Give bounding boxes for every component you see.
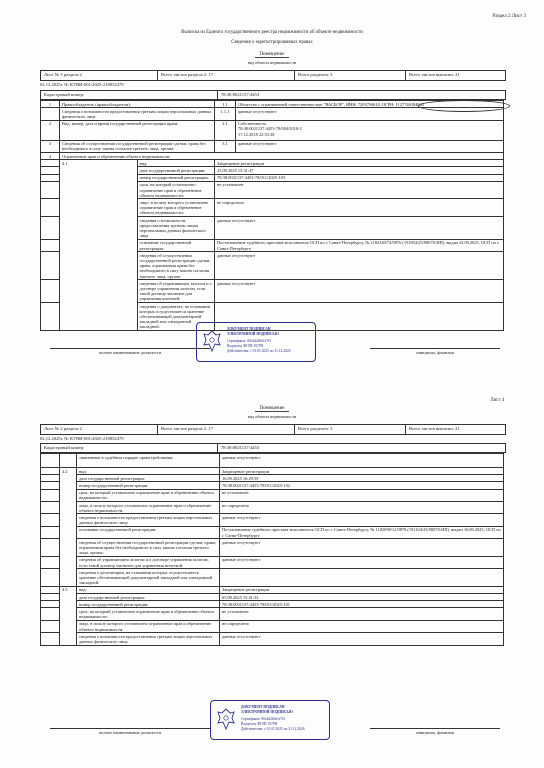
table-row: сведения о возможности предоставления третьим лицам персональных данных физического лица данные отсутствуют bbox=[41, 514, 504, 526]
table-row: сведения о документах, на основании которых осуществляется хранение обеспечивающей документарной закладной или электронной закладной: bbox=[41, 303, 504, 331]
initials-caption: инициалы, фамилия bbox=[370, 348, 500, 355]
table-row: номер государственной регистрации: 78:38:0021137:4453-78/011/2025-101 bbox=[41, 601, 504, 608]
page1-corner-label: Раздел 2 Лист 3 bbox=[492, 14, 526, 19]
table-row: сведения об управляющем залогом и о договоре управления залогом, если такой договор заключен для управления ипотекой: данные отсутствуют bbox=[41, 556, 504, 568]
electronic-signature-stamp-2: ДОКУМЕНТ ПОДПИСАН ЭЛЕКТРОННОЙ ПОДПИСЬЮ Сертификат: 00c4d2b9a1e7f3 Владелец: ФГИС ЕГРН Действителен: с 01.01.2025 по 31.12.2026 bbox=[210, 700, 330, 740]
table-row: 4.2 вид: Запрещение регистрации bbox=[41, 468, 504, 475]
table-row: сведения об осуществлении государственной регистрации сделки, права, ограничения права без необходимого в силу закона согласия третьего лица, органа: данные отсутствуют bbox=[41, 252, 504, 280]
table-row: 4.1 вид: Запрещение регистрации bbox=[41, 160, 504, 167]
table-row: основание государственной регистрации: Постановление судебного пристава-исполнителя ОСП по г. Санкт-Петербургу, № 1182349/74/9876 (191854/25/98078-ИП), выдан 24.09.2025, ОСП по г. Санкт-Петербургу bbox=[41, 239, 504, 251]
table-row: дата государственной регистрации: 16.09.2025 16:29:59 bbox=[41, 475, 504, 482]
signature-row bbox=[40, 348, 504, 358]
object-kind-2: вид объекта недвижимости bbox=[247, 414, 297, 419]
table-row: номер государственной регистрации: 78:38:0021137:4453-78/011/2025-102 bbox=[41, 482, 504, 489]
total-section-sheets: Всего листов раздела 2: 17 bbox=[158, 71, 295, 80]
extract-number-2: 02.12.2025г. № КУВИ-001/2025-218852479 bbox=[40, 436, 124, 441]
table-row: срок, на который установлено ограничение прав и обременение объекта недвижимости: не установлен bbox=[41, 489, 504, 501]
table-row: сведения об осуществлении государственной регистрации сделки, права, ограничения права без необходимого в силу закона согласия третьего лица, органа: данные отсутствуют bbox=[41, 539, 504, 557]
table-row: срок, на который установлено ограничение прав и обременение объекта недвижимости: не установлен bbox=[41, 181, 504, 199]
encumbrance-heading: Ограничение прав и обременение объекта недвижимости: bbox=[60, 153, 504, 160]
table-row: лицо, в пользу которого установлено ограничение прав и обременение объекта недвижимости: не определено bbox=[41, 502, 504, 514]
document-subtitle: Сведения о зарегистрированных правах bbox=[231, 40, 313, 45]
table-row: сведения о возможности предоставления третьим лицам персональных данных физического лица данные отсутствуют bbox=[41, 217, 504, 240]
table-row: дата государственной регистрации: 25.09.2025 15:31:47 bbox=[41, 167, 504, 174]
cadastral-value: 78:38:0021137:4453 bbox=[221, 92, 260, 97]
cadastral-row-2: Кадастровый номер: 78:38:0021137:4453 bbox=[40, 443, 506, 453]
sheet-info-bar-2: Лист № 2 раздела 2 Всего листов раздела 2: 17 Всего разделов: 3 Всего листов выписки: 21 bbox=[40, 424, 506, 435]
object-heading-2: Помещение bbox=[40, 406, 504, 412]
table-row: лицо, в пользу которого установлено ограничение прав и обременение объекта недвижимости: не определено bbox=[41, 199, 504, 217]
cadastral-row bbox=[40, 90, 506, 100]
table-row: Сведения о возможности предоставления третьим лицам персональных данных физического лица 1.1.1 данные отсутствуют bbox=[41, 108, 504, 120]
table-row: сведения о возможности предоставления третьим лицам персональных данных физического лица данные отсутствуют bbox=[41, 633, 504, 645]
signature-row-2: полное наименование должности инициалы, фамилия bbox=[40, 728, 504, 738]
table-row: срок, на который установлено ограничение прав и обременение объекта недвижимости: не установлен bbox=[41, 608, 504, 620]
table-row: сведения о депозитарии, на основании которых осуществляется хранение обеспечивающей документарной закладной или электронной закладной: bbox=[41, 569, 504, 587]
total-sheets: Всего листов выписки: 21 bbox=[409, 72, 460, 77]
extract-number: 02.12.2025г. № КУВИ-001/2025-218852479 bbox=[40, 82, 124, 87]
table-row: 4 Ограничение прав и обременение объекта недвижимости: bbox=[41, 153, 504, 160]
table-row: основание государственной регистрации: Постановление судебного пристава-исполнителя ОСП по г. Санкт-Петербургу, № 1182098/12/9878 (191104/25/98078-ИП), выдан 16.09.2025, ОСП по г. Санкт-Петербургу bbox=[41, 526, 504, 538]
table-row: 2 Вид, номер, дата и время государственной регистрации права: 2.1 Собственность 78:38:0021137:4453-78/004/2018-2 17.12.2018 22:53:38 bbox=[41, 120, 504, 140]
table-row: 3 Сведения об осуществлении государственной регистрации сделки, права без необходимого в силу закона согласия третьего лица, органа: 3.1 данные отсутствуют bbox=[41, 140, 504, 152]
position-caption: полное наименование должности bbox=[50, 348, 210, 355]
rights-table bbox=[40, 100, 504, 331]
sheet-number: Лист № 3 раздела 2 bbox=[41, 71, 158, 80]
rightholder-value: Общество с ограниченной ответственностью "ВАСБОР", ИНН: 7203794610, ОГРН: 1127746394602 bbox=[236, 101, 504, 108]
total-sections: Всего разделов: 3 bbox=[295, 71, 406, 80]
table-row: 4.3 вид: Запрещение регистрации bbox=[41, 586, 504, 593]
table-row: заявленные в судебном порядке права требования: данные отсутствуют bbox=[41, 454, 504, 468]
encumbrance-table-2 bbox=[40, 453, 504, 646]
object-kind: вид объекта недвижимости bbox=[247, 60, 297, 65]
handwritten-oval-mark bbox=[418, 100, 510, 112]
table-row: лицо, в пользу которого установлено ограничение прав и обременение объекта недвижимости: не определено bbox=[41, 620, 504, 632]
table-row: 1 Правообладатель (правообладатели): 1.1 Общество с ограниченной ответственностью "ВАСБОР", ИНН: 7203794610, ОГРН: 1127746394602 bbox=[41, 101, 504, 108]
sheet-info-bar bbox=[40, 70, 506, 81]
object-heading: Помещение bbox=[40, 52, 504, 58]
table-row: номер государственной регистрации: 78:38:0021137:4453-78/011/2025-103 bbox=[41, 174, 504, 181]
document-title: Выписка из Единого государственного реестра недвижимости об объекте недвижимости bbox=[181, 30, 363, 35]
table-row: дата государственной регистрации: 05.09.2025 15:41:32 bbox=[41, 594, 504, 601]
cadastral-label: Кадастровый номер: bbox=[41, 91, 218, 99]
page2-corner-label: Лист 4 bbox=[490, 398, 504, 403]
electronic-signature-stamp: ДОКУМЕНТ ПОДПИСАН ЭЛЕКТРОННОЙ ПОДПИСЬЮ Сертификат: 00c4d2b9a1e7f3 Владелец: ФГИС ЕГРН Действителен: с 01.01.2025 по 31.12.2026 bbox=[196, 322, 316, 362]
table-row: сведения об управляющем залогом и о договоре управления залогом, если такой договор заключен для управления ипотекой: данные отсутствуют bbox=[41, 280, 504, 303]
